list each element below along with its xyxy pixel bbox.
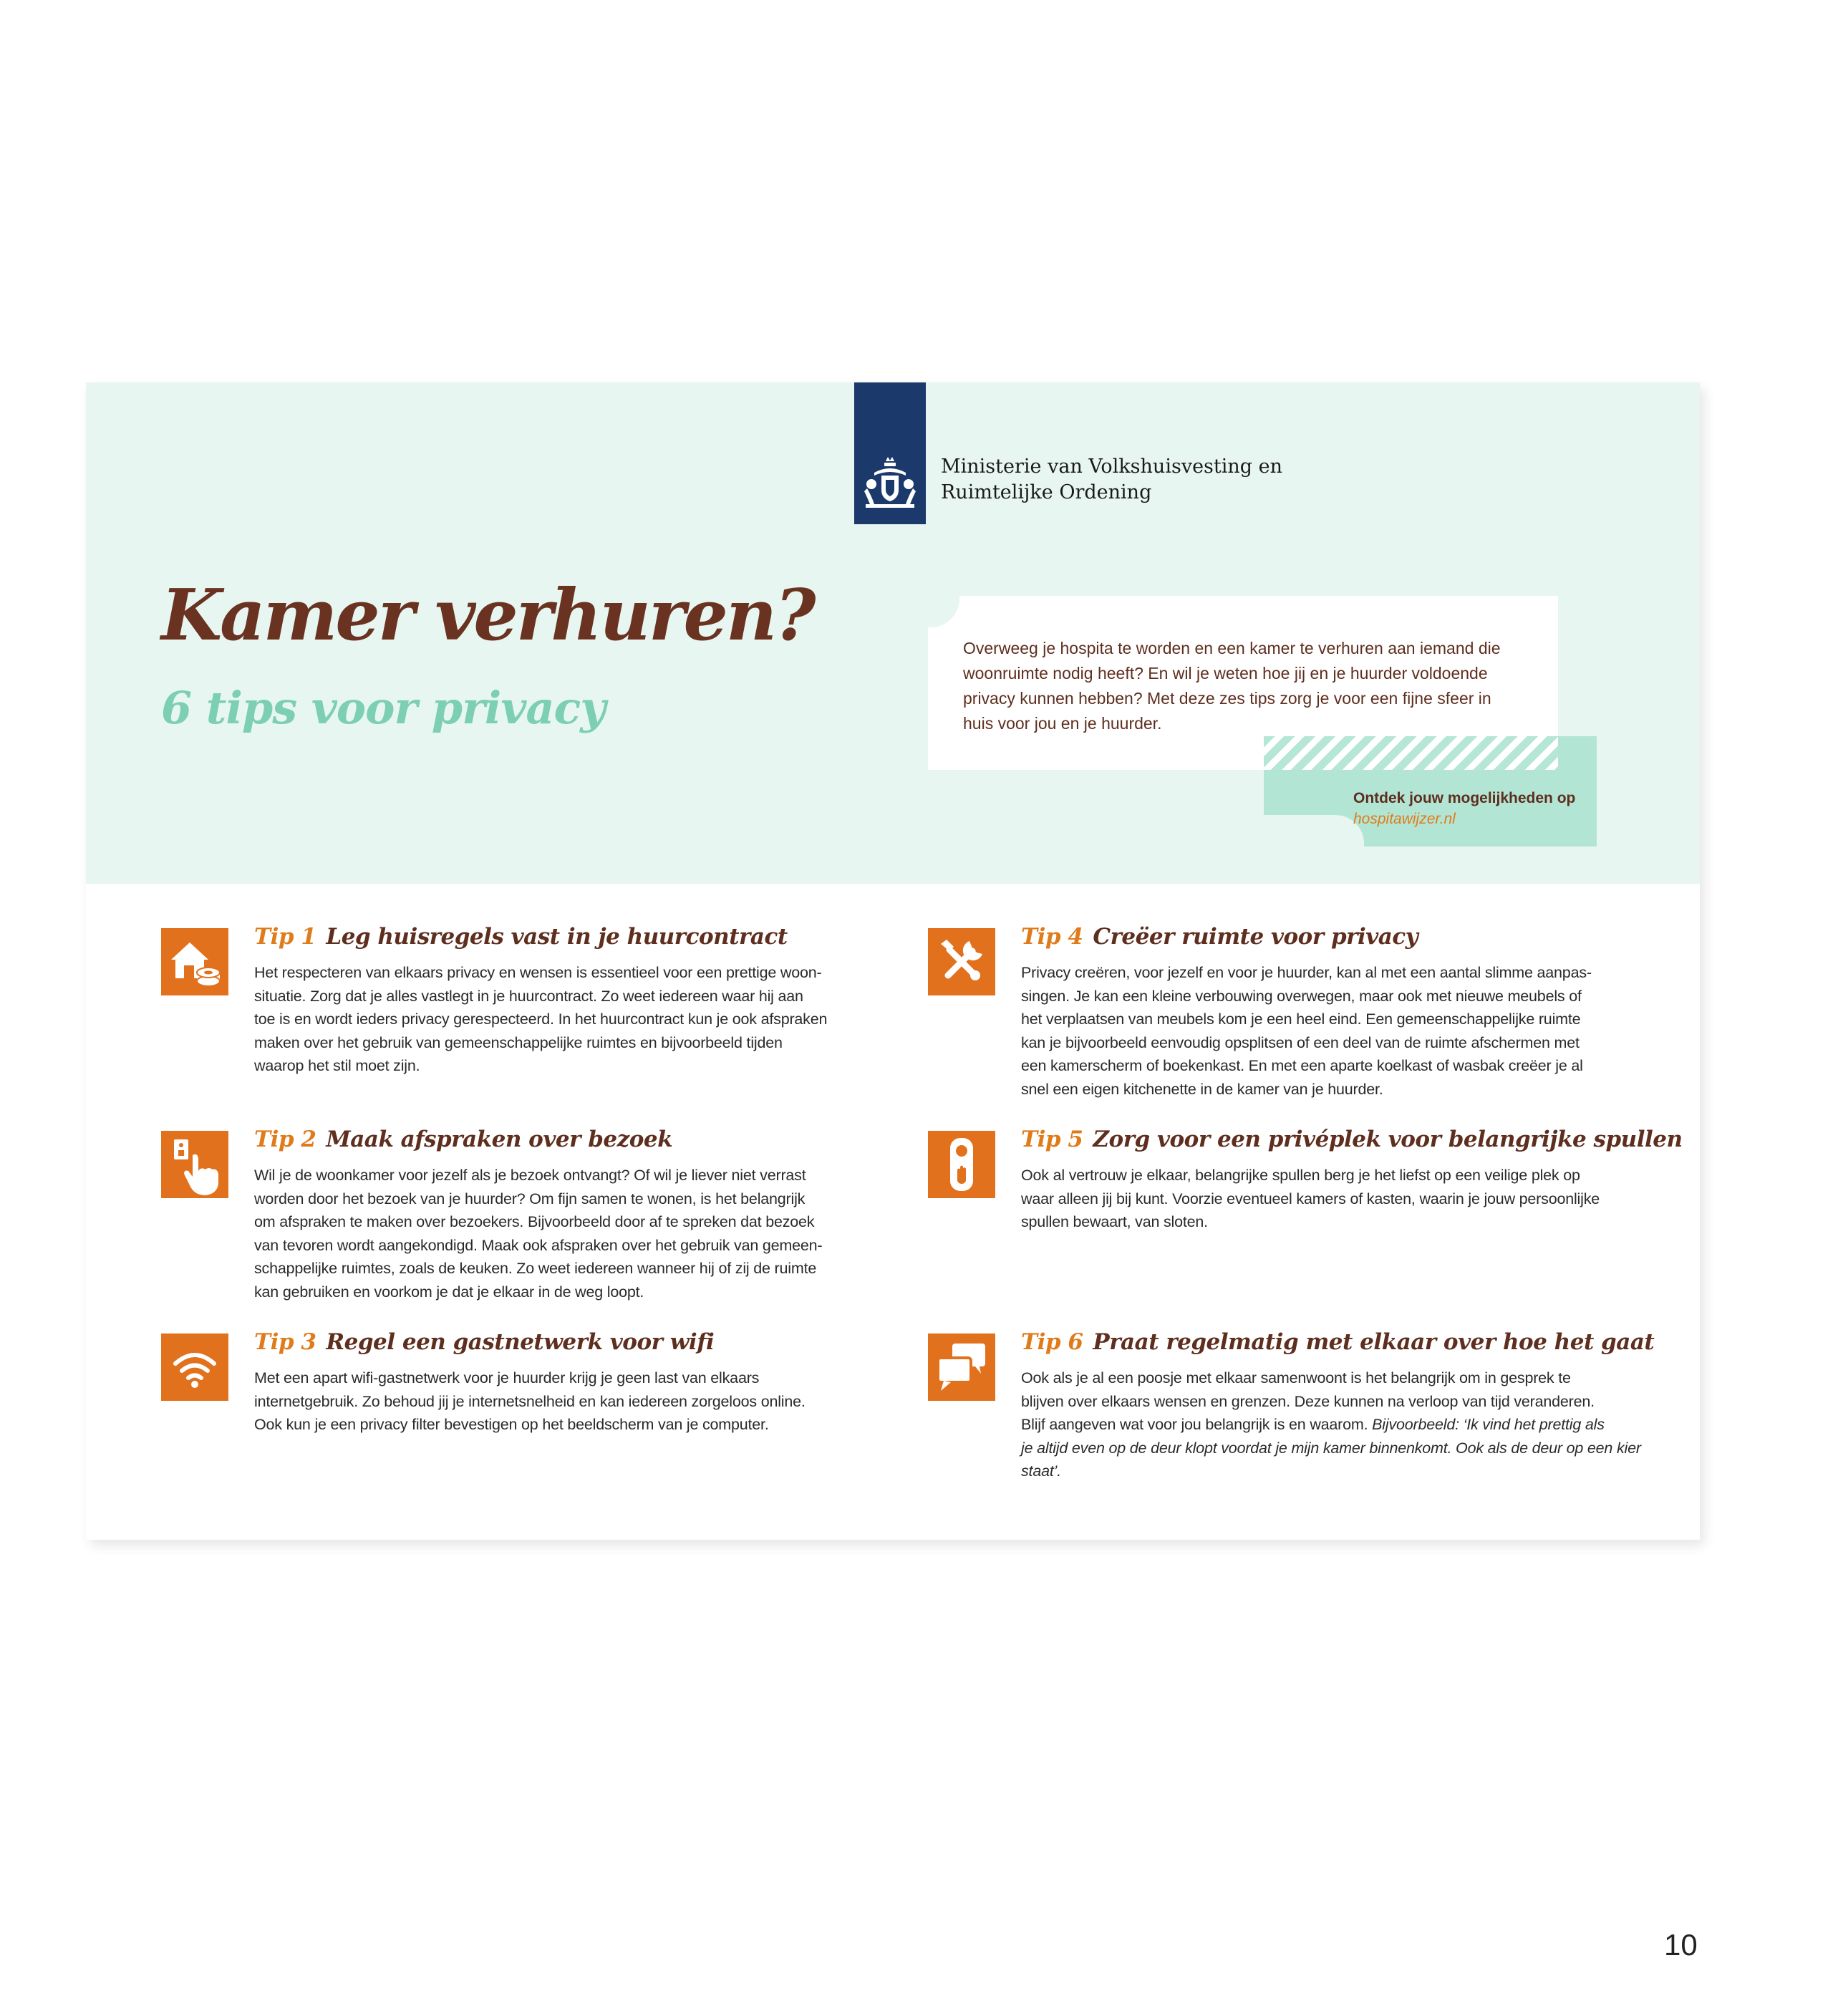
ministry-line-2: Ruimtelijke Ordening — [941, 481, 1152, 503]
tip-2-title: Maak afspraken over bezoek — [326, 1127, 673, 1152]
intro-line: woonruimte nodig heeft? En wil je weten hoe jij en je huurder voldoende — [963, 664, 1488, 683]
tip-line: worden door het bezoek van je huurder? Om fijn samen te wonen, is het belangrijk — [254, 1190, 806, 1207]
wifi-icon — [161, 1333, 228, 1401]
tip-line: snel een eigen kitchenette in de kamer van je huurder. — [1021, 1080, 1383, 1098]
tip-6-title: Praat regelmatig met elkaar over hoe het gaat — [1093, 1329, 1655, 1355]
hero-section — [86, 382, 1700, 884]
tip-6-heading — [1021, 1329, 1654, 1355]
discover-box-side — [1558, 736, 1597, 770]
page-title: Kamer verhuren? — [161, 574, 814, 657]
tip-line: van tevoren wordt aangekondigd. Maak ook afspraken over het gebruik van gemeen- — [254, 1236, 823, 1254]
tip-3-title: Regel een gastnetwerk voor wifi — [326, 1329, 715, 1355]
discover-text — [1353, 788, 1575, 829]
tip-line-italic — [1021, 1437, 1641, 1460]
tip-line: Ook als je al een poosje met elkaar samenwoont is het belangrijk om in gesprek te — [1021, 1369, 1571, 1386]
tip-1-body — [254, 961, 827, 1078]
tip-line: spullen bewaart, van sloten. — [1021, 1213, 1208, 1230]
coat-of-arms-icon — [860, 454, 920, 514]
tip-1-title: Leg huisregels vast in je huurcontract — [326, 924, 788, 950]
intro-line: huis voor jou en je huurder. — [963, 714, 1162, 733]
tools-icon — [928, 928, 995, 995]
tip-4-number: Tip 4 — [1021, 924, 1083, 950]
tip-line: kan gebruiken en voorkom je dat je elkaar in de weg loopt. — [254, 1283, 644, 1301]
discover-link[interactable]: hospitawijzer.nl — [1353, 811, 1456, 827]
tip-3-number: Tip 3 — [254, 1329, 316, 1355]
tip-example-end: staat’. — [1021, 1462, 1061, 1480]
tip-line: waar alleen jij bij kunt. Voorzie eventueel kamers of kasten, waarin je jouw persoonlijke — [1021, 1190, 1600, 1207]
hatch-stripes — [1264, 736, 1558, 770]
ministry-name — [941, 454, 1282, 506]
tip-3-heading — [254, 1329, 714, 1355]
ministry-line-1: Ministerie van Volkshuisvesting en — [941, 455, 1283, 478]
tip-3-body — [254, 1366, 806, 1437]
tip-line: waarop het stil moet zijn. — [254, 1057, 420, 1074]
tip-4-heading — [1021, 924, 1418, 950]
tip-line: schappelijke ruimtes, zoals de keuken. Zo weet iedereen wanneer hij of zij de ruimte — [254, 1260, 817, 1277]
tip-example-line: je altijd even op de deur klopt voordat je mijn kamer binnenkomt. Ook als de deur op een kier — [1021, 1439, 1641, 1457]
tip-line: maken over het gebruik van gemeenschappelijke ruimtes en bijvoorbeeld tijden — [254, 1033, 783, 1051]
page-number: 10 — [1664, 1928, 1698, 1962]
tip-line: internetgebruik. Zo behoud jij je internetsnelheid en kan iedereen zorgeloos online. — [254, 1392, 806, 1410]
tip-1-number: Tip 1 — [254, 924, 316, 950]
tip-line: Wil je de woonkamer voor jezelf als je bezoek ontvangt? Of wil je liever niet verrast — [254, 1167, 806, 1184]
intro-line: Overweeg je hospita te worden en een kamer te verhuren aan iemand die — [963, 639, 1501, 657]
tip-5-heading — [1021, 1127, 1683, 1152]
door-hanger-icon — [928, 1131, 995, 1198]
doorbell-icon — [161, 1131, 228, 1198]
intro-text — [963, 636, 1536, 736]
tip-5-number: Tip 5 — [1021, 1127, 1083, 1152]
tip-4-title: Creëer ruimte voor privacy — [1093, 924, 1418, 950]
tip-4-body — [1021, 961, 1592, 1101]
tip-2-number: Tip 2 — [254, 1127, 316, 1152]
tip-2-body — [254, 1164, 822, 1303]
page-subtitle: 6 tips voor privacy — [161, 682, 606, 734]
tip-6-body — [1021, 1366, 1641, 1483]
tip-line: blijven over elkaars wensen en grenzen. Deze kunnen na verloop van tijd veranderen. — [1021, 1392, 1595, 1410]
tip-line: om afspraken te maken over bezoekers. Bijvoorbeeld door af te spreken dat bezoek — [254, 1213, 815, 1230]
tip-5-title: Zorg voor een privéplek voor belangrijke spullen — [1093, 1127, 1683, 1152]
tip-line: een kamerscherm of boekenkast. En met een aparte koelkast of wasbak creëer je al — [1021, 1057, 1583, 1074]
tip-line — [1021, 1413, 1641, 1437]
leaflet-card — [86, 382, 1700, 1540]
house-contract-icon — [161, 928, 228, 995]
tip-5-body — [1021, 1164, 1600, 1234]
tip-line: situatie. Zorg dat je alles vastlegt in je huurcontract. Zo weet iedereen waar hij aan — [254, 987, 803, 1005]
tip-line: Ook kun je een privacy filter bevestigen op het beeldscherm van je computer. — [254, 1416, 769, 1433]
tip-line: het verplaatsen van meubels kom je een heel eind. Een gemeenschappelijke ruimte — [1021, 1011, 1581, 1028]
government-logo — [854, 382, 926, 524]
chat-bubbles-icon — [928, 1333, 995, 1401]
tip-1-heading — [254, 924, 788, 950]
tip-2-heading — [254, 1127, 672, 1152]
tip-line: singen. Je kan een kleine verbouwing overwegen, maar ook met nieuwe meubels of — [1021, 987, 1582, 1005]
tip-line-italic — [1021, 1460, 1641, 1483]
tip-line: Met een apart wifi-gastnetwerk voor je huurder krijg je geen last van elkaars — [254, 1369, 760, 1386]
tip-line: toe is en wordt ieders privacy gerespecteerd. In het huurcontract kun je ook afspraken — [254, 1011, 828, 1028]
tip-line: Ook al vertrouw je elkaar, belangrijke spullen berg je het liefst op een veilige plek op — [1021, 1167, 1580, 1184]
tip-line-start: Blijf aangeven wat voor jou belangrijk is en waarom. — [1021, 1416, 1368, 1433]
tip-line: Het respecteren van elkaars privacy en wensen is essentieel voor een prettige woon- — [254, 964, 822, 981]
tip-6-number: Tip 6 — [1021, 1329, 1083, 1355]
tip-line: kan je bijvoorbeeld eenvoudig opsplitsen of een deel van de ruimte afschermen met — [1021, 1033, 1580, 1051]
discover-notch — [1264, 815, 1333, 847]
discover-label: Ontdek jouw mogelijkheden op — [1353, 790, 1576, 806]
tip-example-start: Bijvoorbeeld: ‘Ik vind het prettig als — [1372, 1416, 1605, 1433]
intro-line: privacy kunnen hebben? Met deze zes tips zorg je voor een fijne sfeer in — [963, 689, 1491, 708]
tip-line: Privacy creëren, voor jezelf en voor je huurder, kan al met een aantal slimme aanpas- — [1021, 964, 1592, 981]
